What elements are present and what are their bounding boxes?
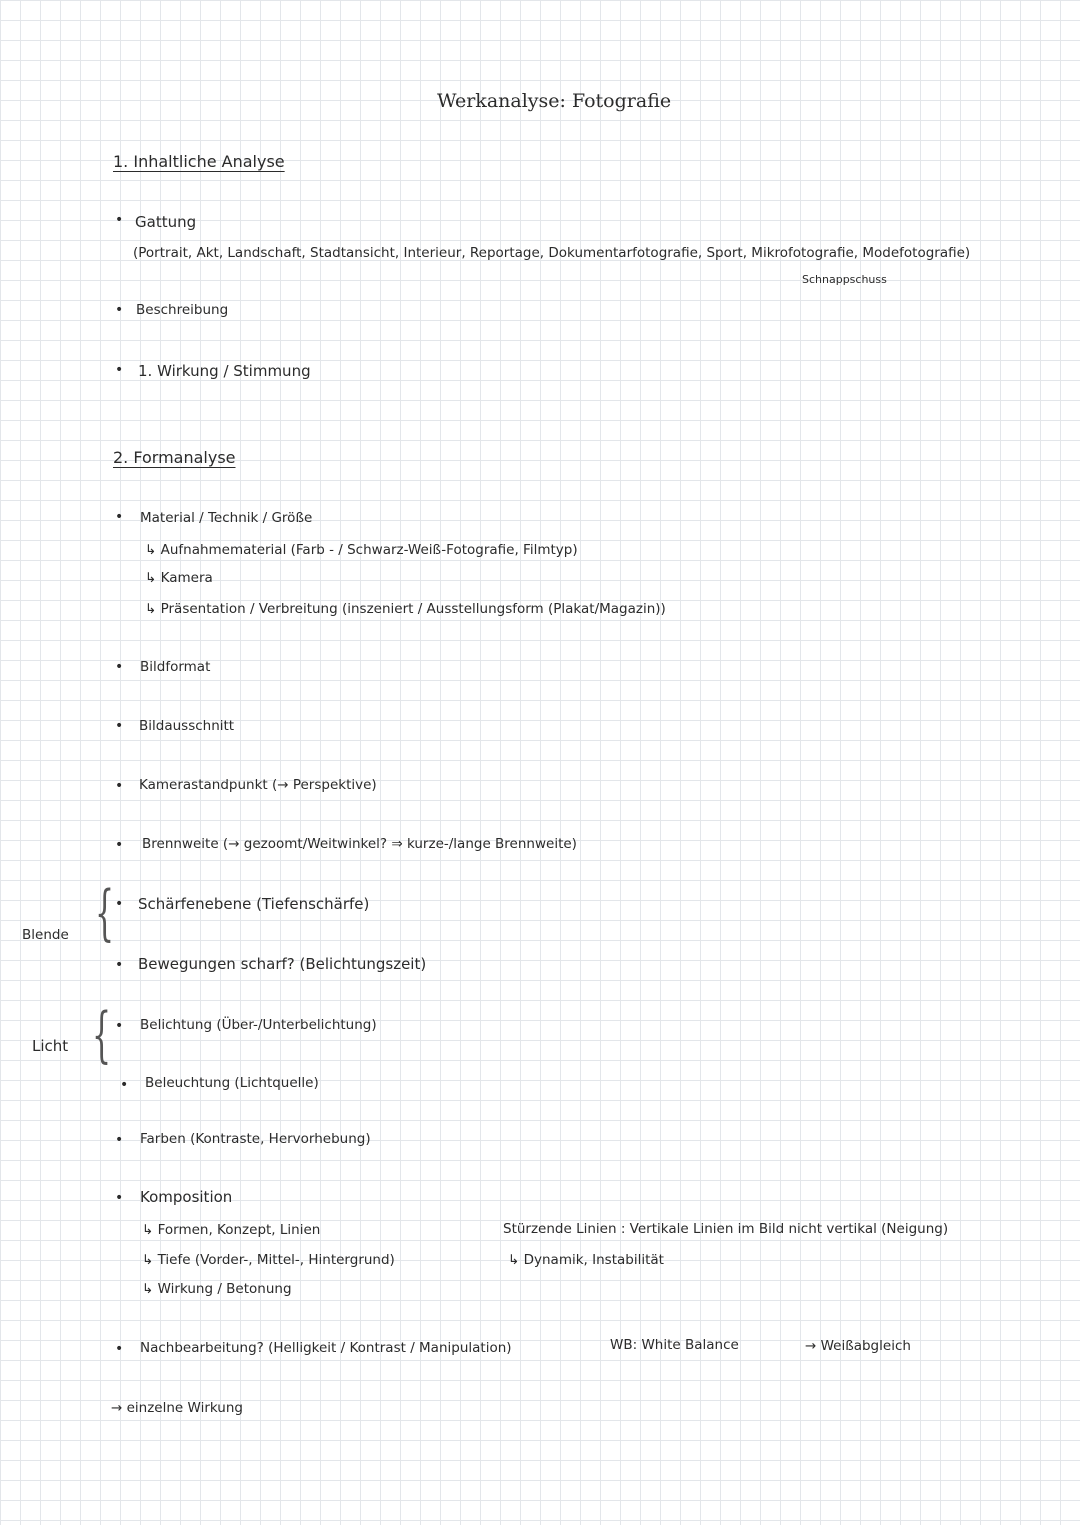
bullet: •	[115, 837, 124, 853]
material-sub-praesentation: ↳ Präsentation / Verbreitung (inszeniert / Ausstellungsform (Plakat/Magazin))	[145, 601, 666, 617]
item-gattung: Gattung	[135, 213, 197, 231]
bullet: •	[115, 778, 124, 794]
label-blende: Blende	[22, 927, 69, 943]
page-title: Werkanalyse: Fotografie	[437, 90, 672, 112]
brace-blende: {	[95, 878, 115, 948]
item-komposition: Komposition	[140, 1188, 233, 1206]
gattung-extra: Schnappschuss	[802, 273, 887, 286]
section-heading-formanalyse: 2. Formanalyse	[113, 448, 236, 467]
komposition-sub-tiefe: ↳ Tiefe (Vorder-, Mittel-, Hintergrund)	[142, 1252, 395, 1268]
bullet: •	[115, 1132, 124, 1148]
note-stuerzende-linien: Stürzende Linien : Vertikale Linien im Bild nicht vertikal (Neigung)	[503, 1221, 949, 1237]
bullet: •	[115, 302, 124, 318]
brace-licht: {	[92, 1000, 112, 1070]
note-white-balance: WB: White Balance	[610, 1337, 739, 1353]
note-dynamik: ↳ Dynamik, Instabilität	[508, 1252, 664, 1268]
bullet: •	[115, 1018, 124, 1034]
komposition-sub-formen: ↳ Formen, Konzept, Linien	[142, 1222, 321, 1238]
section-heading-inhaltliche-analyse: 1. Inhaltliche Analyse	[113, 152, 285, 171]
item-wirkung: 1. Wirkung / Stimmung	[138, 362, 311, 380]
item-beleuchtung: Beleuchtung (Lichtquelle)	[145, 1075, 319, 1091]
bullet: •	[115, 509, 124, 525]
bullet: •	[115, 1341, 124, 1357]
item-kamerastandpunkt: Kamerastandpunkt (→ Perspektive)	[139, 777, 377, 793]
bullet: •	[115, 896, 124, 912]
item-belichtung: Belichtung (Über-/Unterbelichtung)	[140, 1017, 377, 1033]
item-material: Material / Technik / Größe	[140, 510, 313, 526]
bullet: •	[120, 1077, 129, 1093]
bullet: •	[115, 362, 124, 378]
item-bildausschnitt: Bildausschnitt	[139, 718, 235, 734]
item-brennweite: Brennweite (→ gezoomt/Weitwinkel? ⇒ kurze-/lange Brennweite)	[142, 836, 577, 852]
note-weissabgleich: → Weißabgleich	[805, 1338, 911, 1354]
bullet: •	[115, 957, 124, 973]
item-farben: Farben (Kontraste, Hervorhebung)	[140, 1131, 371, 1147]
komposition-sub-wirkung: ↳ Wirkung / Betonung	[142, 1281, 292, 1297]
item-bildformat: Bildformat	[140, 659, 211, 675]
material-sub-aufnahmematerial: ↳ Aufnahmematerial (Farb - / Schwarz-Weiß-Fotografie, Filmtyp)	[145, 542, 578, 558]
item-schaerfenebene: Schärfenebene (Tiefenschärfe)	[138, 895, 370, 913]
bullet: •	[115, 1190, 124, 1206]
item-nachbearbeitung: Nachbearbeitung? (Helligkeit / Kontrast / Manipulation)	[140, 1340, 512, 1356]
bullet: •	[115, 212, 124, 228]
label-licht: Licht	[32, 1037, 69, 1055]
material-sub-kamera: ↳ Kamera	[145, 570, 213, 586]
item-bewegungen: Bewegungen scharf? (Belichtungszeit)	[138, 955, 427, 973]
gattung-list: (Portrait, Akt, Landschaft, Stadtansicht, Interieur, Reportage, Dokumentarfotografie, Sport, Mikrofotografie, Modefotografie)	[133, 245, 971, 261]
item-beschreibung: Beschreibung	[136, 302, 229, 318]
bullet: •	[115, 659, 124, 675]
conclusion-einzelne-wirkung: → einzelne Wirkung	[111, 1400, 243, 1416]
bullet: •	[115, 718, 124, 734]
